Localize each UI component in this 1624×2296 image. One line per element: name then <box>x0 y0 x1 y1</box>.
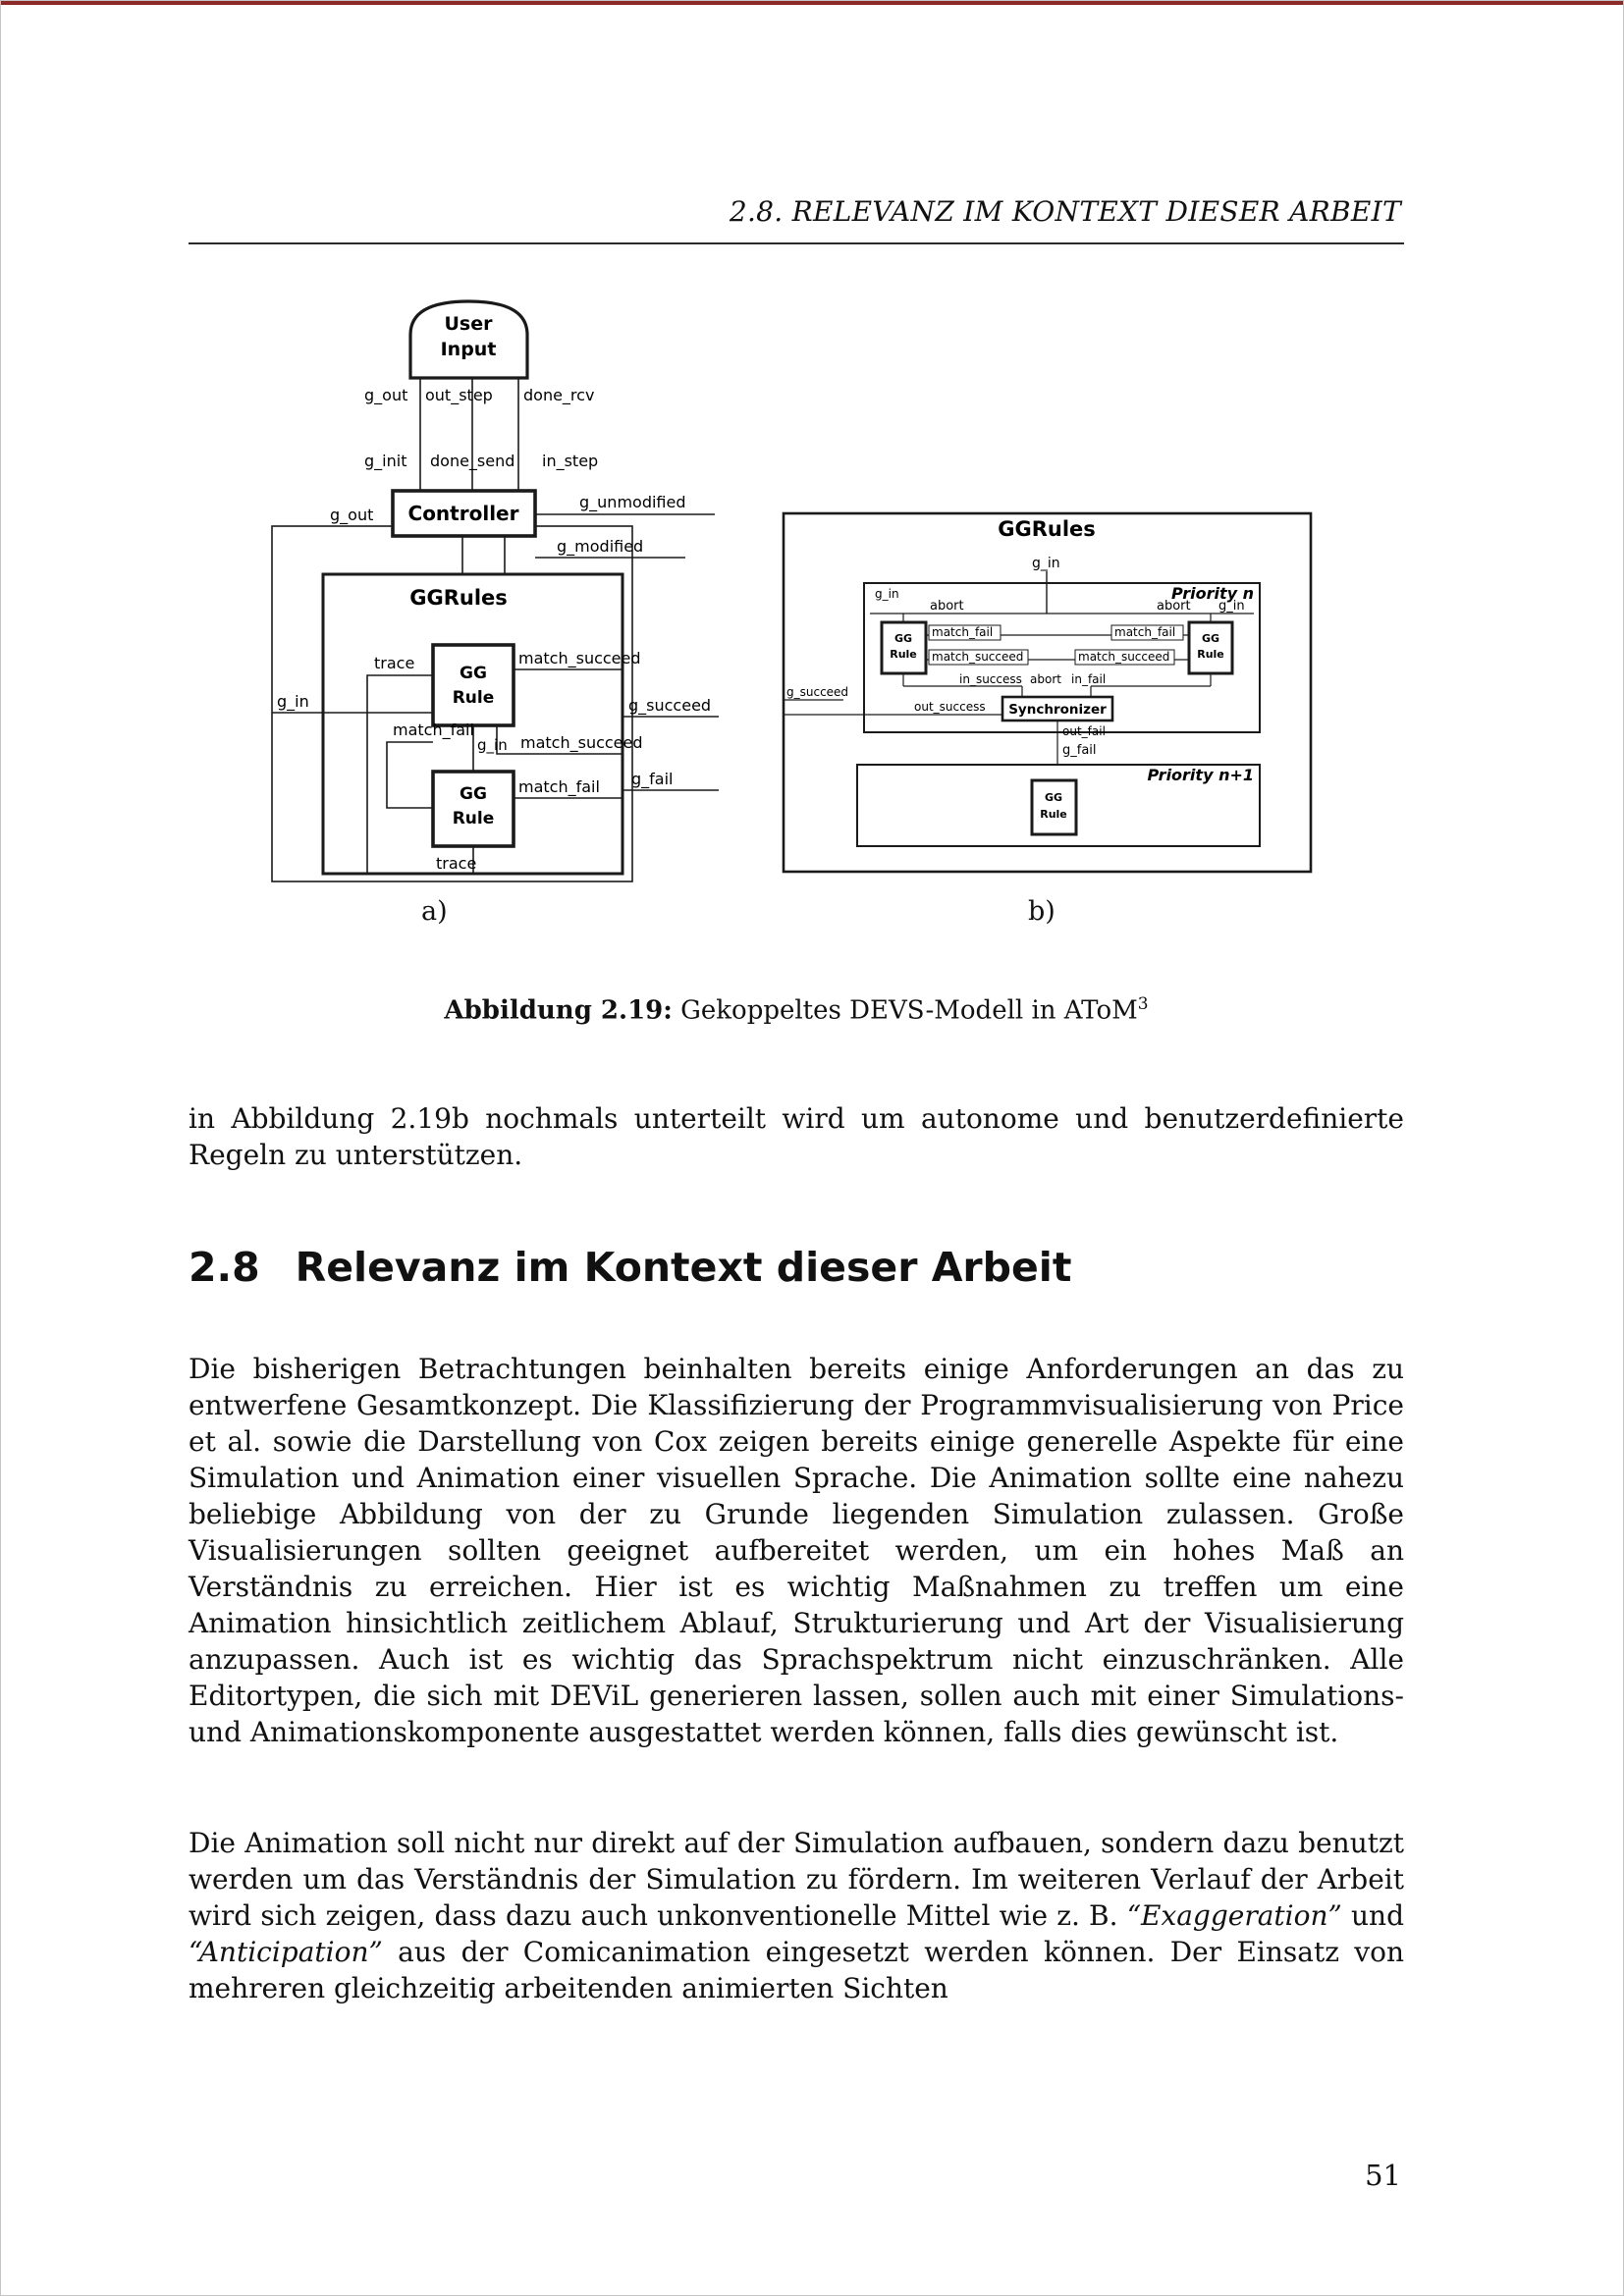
port-label-done-rcv: done_rcv <box>523 386 595 404</box>
label-match-succeed-left: match_succeed <box>932 650 1024 664</box>
label-abort-left: abort <box>930 599 964 614</box>
figure-caption-text: Gekoppeltes DEVS-Modell in AToM <box>672 995 1138 1026</box>
gg-rule-right-label-1: GG <box>1201 632 1220 645</box>
label-match-succeed-2: match_succeed <box>520 733 643 752</box>
port-label-g-unmodified: g_unmodified <box>579 493 686 511</box>
label-match-fail-1: match_fail <box>393 721 474 739</box>
paragraph-intro: in Abbildung 2.19b nochmals unterteilt wird um autonome und benutzerdefinierte Regeln zu unterstützen. <box>189 1102 1404 1171</box>
port-label-g-succeed-b: g_succeed <box>786 685 849 699</box>
figure-caption-superscript: 3 <box>1137 994 1149 1014</box>
port-label-g-init: g_init <box>364 452 407 470</box>
figure-sublabel-a: a) <box>421 896 448 927</box>
label-match-fail-right: match_fail <box>1114 625 1176 639</box>
quote-anticipation: “Anticipation” <box>189 1936 383 1968</box>
section-heading <box>189 1244 1071 1291</box>
gg-rule-bottom-label-1: GG <box>1044 791 1063 804</box>
running-header: 2.8. RELEVANZ IM KONTEXT DIESER ARBEIT <box>729 195 1401 228</box>
label-trace-2: trace <box>436 854 477 873</box>
gg-rule-2-label-2: Rule <box>452 809 495 828</box>
gg-rule-left-label-2: Rule <box>890 648 917 661</box>
diagram-a <box>261 291 732 889</box>
port-label-g-out-top: g_out <box>364 386 408 404</box>
label-g-in-left-b: g_in <box>875 587 899 601</box>
label-in-success: in_success <box>959 672 1022 686</box>
port-label-g-succeed: g_succeed <box>628 696 712 715</box>
controller-label: Controller <box>407 502 519 525</box>
priority-n1-label: Priority n+1 <box>1147 766 1254 784</box>
port-label-done-send: done_send <box>430 452 515 470</box>
priority-n-label: Priority n <box>1170 584 1254 603</box>
label-match-fail-2: match_fail <box>518 777 600 796</box>
gg-rule-2-label-1: GG <box>460 784 487 804</box>
gg-rule-bottom-label-2: Rule <box>1040 808 1067 821</box>
label-g-in-right: g_in <box>1218 599 1245 614</box>
page-top-border <box>1 1 1623 5</box>
section-title: Relevanz im Kontext dieser Arbeit <box>295 1244 1072 1291</box>
label-abort-mid: abort <box>1030 672 1061 686</box>
page-number: 51 <box>1365 2159 1401 2192</box>
user-input-label-1: User <box>444 313 493 335</box>
gg-rule-1-label-2: Rule <box>452 688 495 708</box>
ggrules-title-b: GGRules <box>998 517 1096 541</box>
label-out-success: out_success <box>914 700 986 714</box>
port-label-g-modified: g_modified <box>557 537 644 556</box>
gg-rule-left-label-1: GG <box>893 632 913 645</box>
paragraph-main: Die bisherigen Betrachtungen beinhalten bereits einige Anforderungen an das zu entwerfene Gesamtkonzept. Die Klassifizierung der Programmvisualisierung von Price et al. sowie die Darstellung von Cox zeigen bereits einige generelle Aspekte für eine Simulation und Animation einer visuellen Sprache. Die Animation sollte eine nahezu beliebige Abbildung von der zu Grunde liegenden Simulation zulassen. Große Visualisierungen sollten geeignet aufbereitet werden, um ein hohes Maß an Verständnis zu erreichen. Hier ist es wichtig Maßnahmen zu treffen um eine Animation hinsichtlich zeitlichem Ablauf, Strukturierung und Art der Visualisierung anzupassen. Auch ist es wichtig das Sprachspektrum nicht einzuschränken. Alle Editortypen, die sich mit DEViL generieren lassen, sollen auch mit einer Simulations- und Animationskomponente ausgestattet werden können, falls dies gewünscht ist. <box>189 1353 1404 1748</box>
label-g-in-2: g_in <box>477 736 508 754</box>
figure-caption-label: Abbildung 2.19: <box>444 995 673 1026</box>
paragraph-secondary-seg2: und <box>1341 1899 1404 1932</box>
header-rule <box>189 242 1404 244</box>
gg-rule-box-1 <box>433 645 514 725</box>
port-label-out-step: out_step <box>425 386 493 404</box>
gg-rule-right-label-2: Rule <box>1197 648 1224 661</box>
port-label-in-step: in_step <box>542 452 599 470</box>
label-in-fail: in_fail <box>1071 672 1107 686</box>
synchronizer-label: Synchronizer <box>1008 702 1107 718</box>
paragraph-secondary-seg1: Die Animation soll nicht nur direkt auf der Simulation aufbauen, sondern dazu benutzt werden um das Verständnis der Simulation zu fördern. Im weiteren Verlauf der Arbeit wird sich zeigen, dass dazu auch unkonventionelle Mittel wie z. B. <box>189 1827 1404 1932</box>
port-label-g-fail-b: g_fail <box>1062 743 1097 758</box>
label-abort-right: abort <box>1157 599 1191 614</box>
label-match-fail-left: match_fail <box>932 625 994 639</box>
port-label-g-fail: g_fail <box>631 770 674 788</box>
label-match-succeed-right: match_succeed <box>1078 650 1170 664</box>
figure-caption <box>189 994 1404 1026</box>
port-label-g-out-left: g_out <box>330 506 374 524</box>
paragraph-secondary-seg3: aus der Comicanimation eingesetzt werden können. Der Einsatz von mehreren gleichzeitig arbeitenden animierten Sichten <box>189 1936 1404 2004</box>
label-trace-1: trace <box>374 654 415 672</box>
ggrules-title-a: GGRules <box>409 586 508 610</box>
port-label-g-in-left: g_in <box>277 692 309 711</box>
figure-sublabel-b: b) <box>1028 896 1056 927</box>
diagram-b <box>777 497 1326 880</box>
label-out-fail: out_fail <box>1062 724 1106 738</box>
user-input-label-2: Input <box>440 339 497 360</box>
gg-rule-1-label-1: GG <box>460 664 487 683</box>
quote-exaggeration: “Exaggeration” <box>1126 1899 1342 1932</box>
section-number: 2.8 <box>189 1244 260 1291</box>
label-match-succeed-1: match_succeed <box>518 649 641 667</box>
port-label-g-in-top: g_in <box>1032 556 1060 571</box>
paragraph-secondary <box>189 1825 1404 2006</box>
